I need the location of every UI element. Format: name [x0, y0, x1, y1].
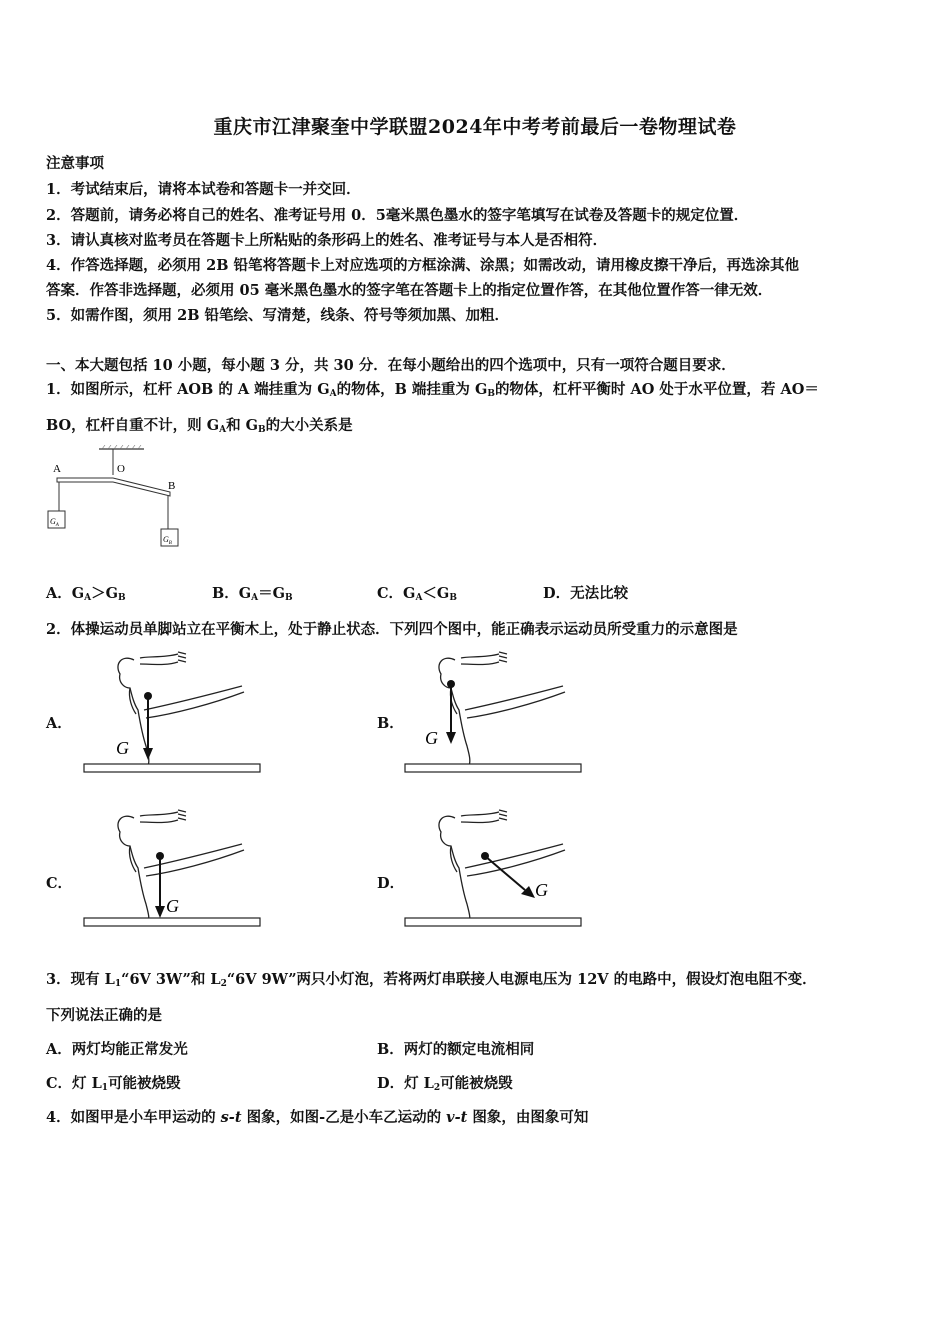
- question-1-stem: 1．如图所示，杠杆 AOB 的 A 端挂重为 $G_A$的物体，B 端挂重为 $G_B$的物体，杠杆平衡时 AO 处于水平位置，若 AO＝: [46, 381, 819, 399]
- point-o-label: O: [117, 463, 125, 475]
- q2-option-c-label[interactable]: C．: [46, 875, 73, 892]
- question-1-stem-line2: BO，杠杆自重不计，则 $G_A$和 $G_B$的大小关系是: [46, 417, 353, 435]
- q2-option-d-label[interactable]: D．: [377, 875, 405, 892]
- q1-option-b[interactable]: B．$G_A=G_B$: [212, 585, 293, 603]
- gymnast-figure-a: [82, 648, 262, 778]
- lever-figure: [44, 445, 189, 550]
- q2-option-a-label[interactable]: A．: [46, 715, 72, 732]
- notice-item: 1．考试结束后，请将本试卷和答题卡一并交回．: [46, 181, 361, 198]
- q1-option-d[interactable]: D．无法比较: [543, 585, 629, 602]
- notice-item: 3．请认真核对监考员在答题卡上所粘贴的条形码上的姓名、准考证号与本人是否相符．: [46, 232, 608, 249]
- point-b-label: B: [168, 480, 176, 492]
- gymnast-figure-b: [403, 648, 583, 778]
- gravity-label-a: G: [116, 738, 129, 758]
- point-a-label: A: [53, 463, 61, 475]
- notice-item: 2．答题前，请务必将自己的姓名、准考证号用 0．5毫米黑色墨水的签字笔填写在试卷及答题卡的规定位置．: [46, 207, 749, 224]
- gravity-label-d: G: [535, 880, 548, 900]
- question-2-stem: 2．体操运动员单脚站立在平衡木上，处于静止状态．下列四个图中，能正确表示运动员所受重力的示意图是: [46, 621, 738, 638]
- page-title: 重庆市江津聚奎中学联盟2024年中考考前最后一卷物理试卷: [213, 116, 737, 138]
- q3-option-c[interactable]: C．灯 $L_1$可能被烧毁: [46, 1075, 181, 1093]
- question-3-stem-line2: 下列说法正确的是: [46, 1007, 162, 1024]
- section-heading: 一、本大题包括 10 小题，每小题 3 分，共 30 分．在每小题给出的四个选项中，只有一项符合题目要求．: [46, 357, 736, 374]
- q2-option-b-label[interactable]: B．: [377, 715, 404, 732]
- weight-b-label: $G_B$: [163, 535, 172, 546]
- notice-item: 5．如需作图，须用 2B 铅笔绘、写清楚，线条、符号等须加黑、加粗．: [46, 307, 510, 324]
- notice-item: 4．作答选择题，必须用 2B 铅笔将答题卡上对应选项的方框涂满、涂黑；如需改动，请用橡皮擦干净后，再选涂其他: [46, 257, 800, 274]
- q1-option-a[interactable]: A．$G_A>G_B$: [46, 585, 126, 603]
- notice-item: 答案．作答非选择题，必须用 05 毫米黑色墨水的签字笔在答题卡上的指定位置作答，在其他位置作答一律无效．: [46, 282, 773, 299]
- gymnast-figure-d: [403, 806, 583, 936]
- gymnast-figure-c: [82, 806, 262, 936]
- q3-option-a[interactable]: A．两灯均能正常发光: [46, 1041, 188, 1058]
- q3-option-d[interactable]: D．灯 $L_2$可能被烧毁: [377, 1075, 513, 1093]
- gravity-label-b: G: [425, 728, 438, 748]
- question-4-stem: 4．如图甲是小车甲运动的 s-t 图象，如图-乙是小车乙运动的 v-t 图象，由图象可知: [46, 1109, 589, 1126]
- weight-a-label: $G_A$: [50, 517, 59, 528]
- notice-heading: 注意事项: [46, 155, 104, 172]
- gravity-label-c: G: [166, 896, 179, 916]
- question-3-stem: 3．现有 $L_1“6V$ 3W”和 $L_2“6V$ 9W”两只小灯泡，若将两灯串联接人电源电压为 12V 的电路中，假设灯泡电阻不变．: [46, 971, 817, 989]
- q3-option-b[interactable]: B．两灯的额定电流相同: [377, 1041, 535, 1058]
- q1-option-c[interactable]: C．$G_A<G_B$: [377, 585, 457, 603]
